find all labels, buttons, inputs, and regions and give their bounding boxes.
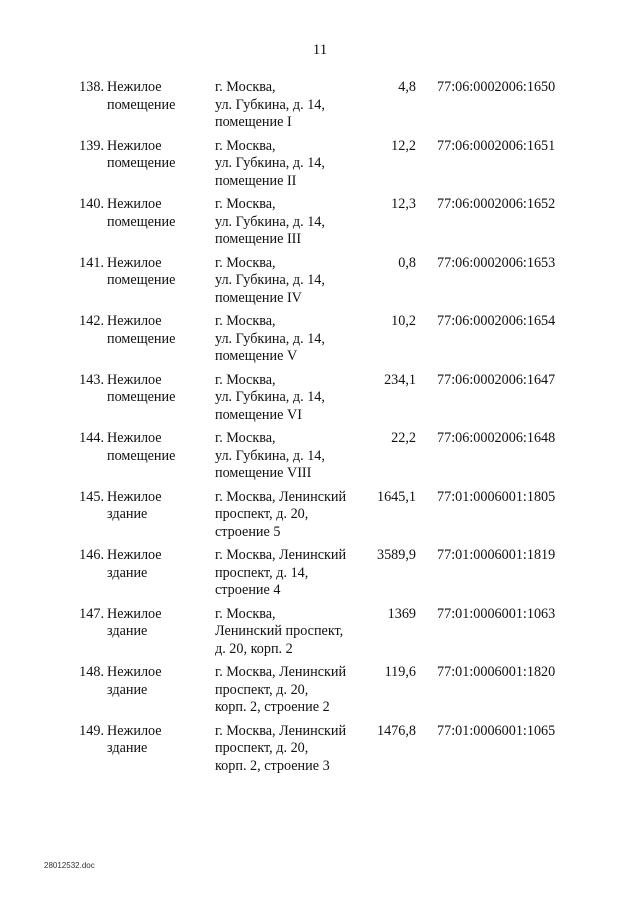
object-address bbox=[215, 372, 365, 425]
object-type bbox=[107, 79, 207, 114]
object-address bbox=[215, 313, 365, 366]
address-line: г. Москва, bbox=[215, 137, 276, 154]
object-type bbox=[107, 196, 207, 231]
object-type-line: помещение bbox=[107, 155, 176, 171]
property-list bbox=[0, 79, 640, 781]
object-type-line: Нежилое bbox=[107, 605, 162, 622]
property-entry bbox=[0, 79, 640, 138]
object-area: 12,3 bbox=[391, 196, 416, 212]
address-line: г. Москва, bbox=[215, 313, 276, 329]
entry-number: 146. bbox=[79, 547, 104, 563]
object-type-line: Нежилое bbox=[107, 254, 162, 271]
address-line: г. Москва, bbox=[215, 371, 276, 388]
address-line: строение 5 bbox=[215, 523, 281, 540]
object-type-line: Нежилое bbox=[107, 313, 162, 329]
object-type-line: помещение bbox=[107, 389, 176, 405]
address-line: помещение V bbox=[215, 348, 298, 364]
address-line: г. Москва, bbox=[215, 196, 276, 212]
property-entry bbox=[0, 664, 640, 723]
address-line: ул. Губкина, д. 14, bbox=[215, 213, 325, 230]
entry-number: 149. bbox=[79, 722, 104, 739]
cadastral-number: 77:06:0002006:1647 bbox=[437, 371, 556, 388]
entry-number: 141. bbox=[79, 254, 104, 271]
address-line: г. Москва, bbox=[215, 430, 276, 446]
object-address bbox=[215, 138, 365, 191]
address-line: ул. Губкина, д. 14, bbox=[215, 389, 325, 405]
object-type bbox=[107, 489, 207, 524]
object-area: 0,8 bbox=[398, 254, 416, 271]
object-type bbox=[107, 372, 207, 407]
object-type-line: помещение bbox=[107, 213, 176, 230]
object-type bbox=[107, 664, 207, 699]
object-type bbox=[107, 606, 207, 641]
object-address bbox=[215, 79, 365, 132]
cadastral-number: 77:06:0002006:1651 bbox=[437, 137, 556, 154]
object-type-line: Нежилое bbox=[107, 371, 162, 388]
property-entry bbox=[0, 430, 640, 489]
object-address bbox=[215, 489, 365, 542]
property-entry bbox=[0, 138, 640, 197]
property-entry bbox=[0, 723, 640, 782]
address-line: строение 4 bbox=[215, 582, 281, 598]
object-type bbox=[107, 723, 207, 758]
property-entry bbox=[0, 313, 640, 372]
cadastral-number: 77:06:0002006:1654 bbox=[437, 313, 556, 329]
object-area: 119,6 bbox=[384, 664, 416, 680]
object-area: 22,2 bbox=[391, 430, 416, 446]
address-line: ул. Губкина, д. 14, bbox=[215, 330, 325, 347]
address-line: ул. Губкина, д. 14, bbox=[215, 155, 325, 171]
address-line: корп. 2, строение 2 bbox=[215, 699, 330, 715]
address-line: г. Москва, Ленинский bbox=[215, 547, 347, 563]
object-type bbox=[107, 547, 207, 582]
object-type-line: здание bbox=[107, 681, 148, 698]
address-line: г. Москва, bbox=[215, 605, 276, 622]
object-area: 1369 bbox=[387, 605, 416, 622]
object-type-line: помещение bbox=[107, 330, 176, 347]
address-line: г. Москва, Ленинский bbox=[215, 664, 347, 680]
cadastral-number: 77:01:0006001:1805 bbox=[437, 488, 556, 505]
object-type-line: здание bbox=[107, 506, 148, 522]
object-address bbox=[215, 723, 365, 776]
document-filename: 28012532.doc bbox=[44, 861, 95, 870]
object-area: 1476,8 bbox=[376, 722, 416, 739]
address-line: г. Москва, bbox=[215, 254, 276, 271]
object-type-line: Нежилое bbox=[107, 547, 162, 563]
address-line: ул. Губкина, д. 14, bbox=[215, 272, 325, 288]
object-type-line: здание bbox=[107, 564, 148, 581]
object-address bbox=[215, 255, 365, 308]
object-area: 234,1 bbox=[384, 371, 416, 388]
property-entry bbox=[0, 606, 640, 665]
cadastral-number: 77:06:0002006:1648 bbox=[437, 430, 556, 446]
entry-number: 148. bbox=[79, 664, 104, 680]
address-line: проспект, д. 14, bbox=[215, 564, 309, 581]
address-line: помещение II bbox=[215, 172, 297, 189]
object-address bbox=[215, 606, 365, 659]
object-area: 3589,9 bbox=[376, 547, 416, 563]
entry-number: 143. bbox=[79, 371, 104, 388]
property-entry bbox=[0, 196, 640, 255]
object-address bbox=[215, 547, 365, 600]
object-type bbox=[107, 255, 207, 290]
cadastral-number: 77:01:0006001:1063 bbox=[437, 605, 556, 622]
address-line: г. Москва, Ленинский bbox=[215, 488, 347, 505]
object-type-line: помещение bbox=[107, 96, 176, 113]
object-address bbox=[215, 196, 365, 249]
entry-number: 144. bbox=[79, 430, 104, 446]
object-type-line: здание bbox=[107, 740, 148, 756]
object-type-line: Нежилое bbox=[107, 137, 162, 154]
address-line: корп. 2, строение 3 bbox=[215, 757, 330, 774]
object-type-line: Нежилое bbox=[107, 722, 162, 739]
cadastral-number: 77:06:0002006:1653 bbox=[437, 254, 556, 271]
entry-number: 147. bbox=[79, 605, 104, 622]
address-line: проспект, д. 20, bbox=[215, 740, 309, 756]
object-type bbox=[107, 430, 207, 465]
object-area: 10,2 bbox=[391, 313, 416, 329]
entry-number: 139. bbox=[79, 137, 104, 154]
address-line: ул. Губкина, д. 14, bbox=[215, 447, 325, 464]
object-address bbox=[215, 430, 365, 483]
property-entry bbox=[0, 547, 640, 606]
object-type-line: Нежилое bbox=[107, 79, 162, 95]
entry-number: 142. bbox=[79, 313, 104, 329]
address-line: д. 20, корп. 2 bbox=[215, 640, 293, 657]
cadastral-number: 77:01:0006001:1819 bbox=[437, 547, 556, 563]
address-line: помещение VI bbox=[215, 406, 302, 423]
object-type-line: Нежилое bbox=[107, 664, 162, 680]
address-line: помещение VIII bbox=[215, 465, 312, 481]
page-number: 11 bbox=[312, 42, 328, 58]
address-line: помещение I bbox=[215, 114, 292, 130]
object-type-line: здание bbox=[107, 623, 148, 639]
entry-number: 145. bbox=[79, 488, 104, 505]
address-line: проспект, д. 20, bbox=[215, 506, 309, 522]
cadastral-number: 77:01:0006001:1065 bbox=[437, 722, 556, 739]
object-type-line: помещение bbox=[107, 447, 176, 464]
object-type-line: Нежилое bbox=[107, 488, 162, 505]
address-line: Ленинский проспект, bbox=[215, 623, 344, 639]
address-line: проспект, д. 20, bbox=[215, 681, 309, 698]
object-area: 1645,1 bbox=[376, 488, 416, 505]
address-line: ул. Губкина, д. 14, bbox=[215, 96, 325, 113]
object-type-line: Нежилое bbox=[107, 196, 162, 212]
entry-number: 138. bbox=[79, 79, 104, 95]
address-line: г. Москва, Ленинский bbox=[215, 722, 347, 739]
object-area: 4,8 bbox=[398, 79, 416, 95]
object-type-line: Нежилое bbox=[107, 430, 162, 446]
entry-number: 140. bbox=[79, 196, 104, 212]
cadastral-number: 77:06:0002006:1650 bbox=[437, 79, 556, 95]
address-line: помещение III bbox=[215, 231, 302, 247]
object-type-line: помещение bbox=[107, 272, 176, 288]
property-entry bbox=[0, 372, 640, 431]
property-entry bbox=[0, 489, 640, 548]
object-address bbox=[215, 664, 365, 717]
object-area: 12,2 bbox=[391, 137, 416, 154]
address-line: г. Москва, bbox=[215, 79, 276, 95]
address-line: помещение IV bbox=[215, 289, 302, 306]
cadastral-number: 77:01:0006001:1820 bbox=[437, 664, 556, 680]
object-type bbox=[107, 138, 207, 173]
object-type bbox=[107, 313, 207, 348]
property-entry bbox=[0, 255, 640, 314]
cadastral-number: 77:06:0002006:1652 bbox=[437, 196, 556, 212]
